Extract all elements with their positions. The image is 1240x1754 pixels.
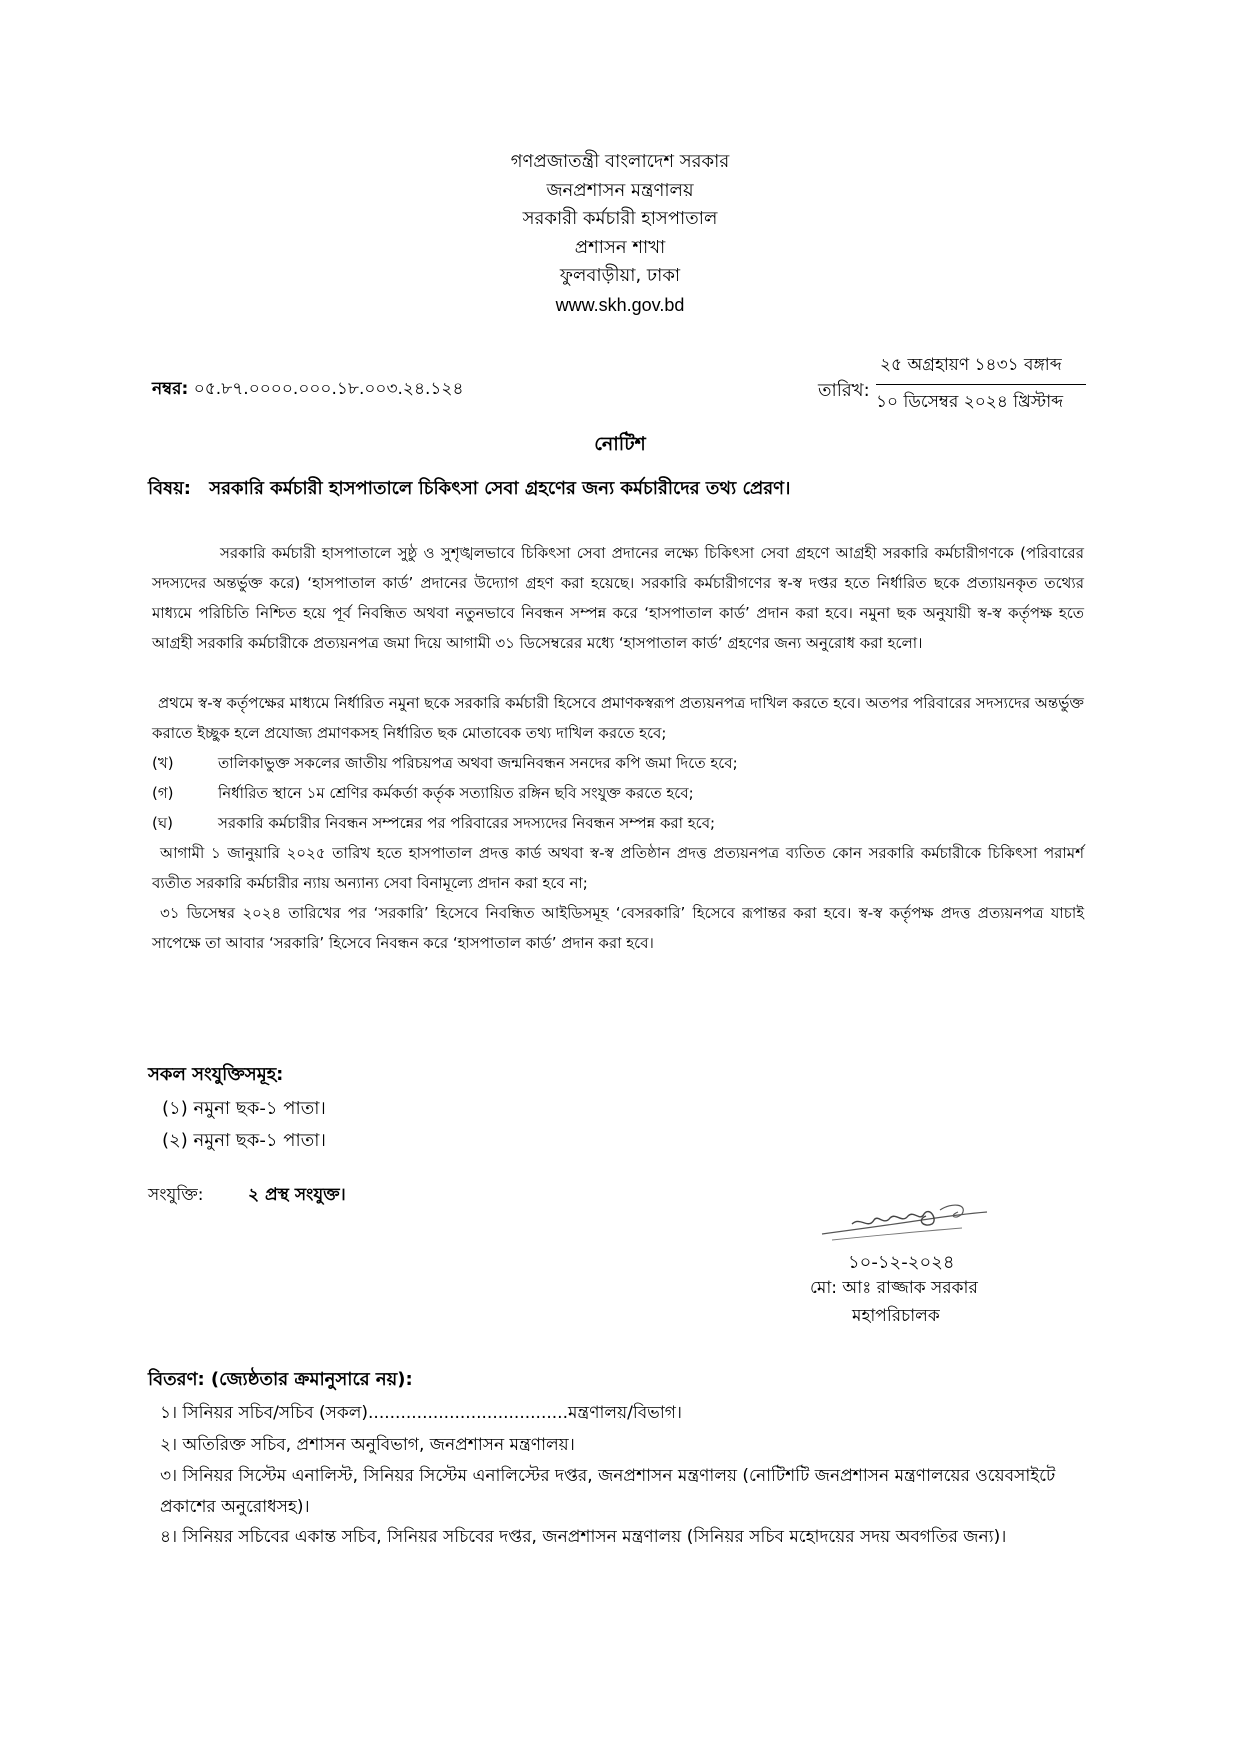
body-paragraph-3: আগামী ১ জানুয়ারি ২০২৫ তারিখ হতে হাসপাতাল প্রদত্ত কার্ড অথবা স্ব-স্ব প্রতিষ্ঠান প্রদত্ত প্রত্যয়নপত্র ব্যতিত কোন সরকারি কর্মচারীকে চিকিৎসা পরামর্শ ব্যতীত সরকারি কর্মচারীর ন্যায় অন্যান্য সেবা বিনামূল্যে প্রদান করা হবে না;	[152, 844, 1084, 892]
branch-name: প্রশাসন শাখা	[574, 236, 666, 258]
list-item	[152, 808, 715, 838]
date-english: ১০ ডিসেম্বর ২০২৪ খ্রিস্টাব্দ	[876, 392, 1064, 412]
list-item	[152, 748, 738, 778]
list-item-text: নির্ধারিত স্থানে ১ম শ্রেণির কর্মকর্তা কর্তৃক সত্যায়িত রঙ্গিন ছবি সংযুক্ত করতে হবে;	[218, 784, 694, 802]
body-paragraph-1: সরকারি কর্মচারী হাসপাতালে সুষ্ঠু ও সুশৃঙ্খলভাবে চিকিৎসা সেবা প্রদানের লক্ষ্যে চিকিৎসা সেবা গ্রহণে আগ্রহী সরকারি কর্মচারীগণকে (পরিবারের সদস্যদের অন্তর্ভুক্ত করে) ‘হাসপাতাল কার্ড’ প্রদানের উদ্যোগ গ্রহণ করা হয়েছে। সরকারি কর্মচারীগণের স্ব-স্ব দপ্তর হতে নির্ধারিত ছকে প্রত্যায়নকৃত তথ্যের মাধ্যমে পরিচিতি নিশ্চিত হয়ে পূর্ব নিবন্ধিত অথবা নতুনভাবে নিবন্ধন সম্পন্ন করে ‘হাসপাতাল কার্ড’ প্রদান করা হবে। নমুনা ছক অনুযায়ী স্ব-স্ব কর্তৃপক্ষ হতে আগ্রহী সরকারি কর্মচারীকে প্রত্যয়নপত্র জমা দিয়ে আগামী ৩১ ডিসেম্বরের মধ্যে ‘হাসপাতাল কার্ড’ গ্রহণের জন্য অনুরোধ করা হলো।	[152, 544, 1084, 652]
memo-number	[152, 376, 464, 404]
attachments-title: সকল সংযুক্তিসমূহ:	[148, 1064, 284, 1085]
list-item-text: সরকারি কর্মচারীর নিবন্ধন সম্পন্নের পর পরিবারের সদস্যদের নিবন্ধন সম্পন্ন করা হবে;	[218, 814, 716, 832]
website: www.skh.gov.bd	[555, 294, 685, 315]
attachment-item: (২) নমুনা ছক-১ পাতা।	[162, 1130, 326, 1151]
address: ফুলবাড়ীয়া, ঢাকা	[559, 265, 681, 286]
list-item-text: তালিকাভুক্ত সকলের জাতীয় পরিচয়পত্র অথবা জন্মনিবন্ধন সনদের কপি জমা দিতে হবে;	[218, 754, 738, 772]
list-item-marker: (গ)	[152, 784, 174, 802]
list-item-marker: (খ)	[152, 754, 174, 772]
enclosure-label: সংযুক্তি:	[148, 1185, 204, 1205]
distribution-item: ৪। সিনিয়র সচিবের একান্ত সচিব, সিনিয়র সচিবের দপ্তর, জনপ্রশাসন মন্ত্রণালয় (সিনিয়র সচিব মহোদয়ের সদয় অবগতির জন্য)।	[160, 1527, 1007, 1547]
attachment-item: (১) নমুনা ছক-১ পাতা।	[162, 1098, 326, 1119]
date-block	[876, 352, 1086, 417]
government-name: গণপ্রজাতন্ত্রী বাংলাদেশ সরকার	[510, 151, 730, 172]
signature-date: ১০-১২-২০২৪	[848, 1252, 955, 1273]
body-paragraph-4: ৩১ ডিসেম্বর ২০২৪ তারিখের পর ‘সরকারি’ হিসেবে নিবন্ধিত আইডিসমূহ ‘বেসরকারি’ হিসেবে রূপান্তর করা হবে। স্ব-স্ব কর্তৃপক্ষ প্রদত্ত প্রত্যয়নপত্র যাচাই সাপেক্ষে তা আবার ‘সরকারি’ হিসেবে নিবন্ধন করে ‘হাসপাতাল কার্ড’ প্রদান করা হবে।	[152, 904, 1084, 952]
body-paragraph-2: প্রথমে স্ব-স্ব কর্তৃপক্ষের মাধ্যমে নির্ধারিত নমুনা ছকে সরকারি কর্মচারী হিসেবে প্রমাণকস্বরূপ প্রত্যয়নপত্র দাখিল করতে হবে। অতপর পরিবারের সদস্যদের অন্তর্ভুক্ত করাতে ইচ্ছুক হলে প্রযোজ্য প্রমাণকসহ নির্ধারিত ছক মোতাবেক তথ্য দাখিল করতে হবে;	[152, 694, 1084, 742]
subject-label: বিষয়:	[148, 478, 191, 499]
distribution-item: ১। সিনিয়র সচিব/সচিব (সকল).....................................মন্ত্রণালয়/বিভাগ।	[160, 1403, 682, 1423]
enclosure-line	[148, 1182, 346, 1210]
memo-number-value: ০৫.৮৭.০০০০.০০০.১৮.০০৩.২৪.১২৪	[193, 379, 464, 399]
signatory-name: মো: আঃ রাজ্জাক সরকার	[810, 1278, 978, 1298]
signatory-designation: মহাপরিচালক	[852, 1306, 940, 1326]
distribution-item: ২। অতিরিক্ত সচিব, প্রশাসন অনুবিভাগ, জনপ্রশাসন মন্ত্রণালয়।	[160, 1435, 575, 1455]
list-item	[152, 778, 694, 808]
distribution-title: বিতরণ: (জ্যেষ্ঠতার ক্রমানুসারে নয়):	[148, 1369, 413, 1390]
ministry-name: জনপ্রশাসন মন্ত্রণালয়	[546, 179, 694, 201]
distribution-item: ৩। সিনিয়র সিস্টেম এনালিস্ট, সিনিয়র সিস্টেম এনালিস্টের দপ্তর, জনপ্রশাসন মন্ত্রণালয় (নোটিশটি জনপ্রশাসন মন্ত্রণালয়ের ওয়েবসাইটে প্রকাশের অনুরোধসহ)।	[160, 1466, 1056, 1517]
hospital-name: সরকারী কর্মচারী হাসপাতাল	[522, 208, 718, 229]
notice-title: নোটিশ	[594, 433, 646, 455]
letterhead	[0, 148, 1240, 319]
enclosure-text: ২ প্রস্থ সংযুক্ত।	[248, 1185, 346, 1205]
subject-text: সরকারি কর্মচারী হাসপাতালে চিকিৎসা সেবা গ্রহণের জন্য কর্মচারীদের তথ্য প্রেরণ।	[209, 478, 791, 499]
subject-line	[148, 474, 791, 505]
date-bangla: ২৫ অগ্রহায়ণ ১৪৩১ বঙ্গাব্দ	[876, 352, 1086, 385]
signature-image	[812, 1190, 992, 1246]
date-label: তারিখ:	[818, 380, 870, 401]
list-item-marker: (ঘ)	[152, 814, 173, 832]
memo-number-label: নম্বর:	[152, 379, 189, 399]
